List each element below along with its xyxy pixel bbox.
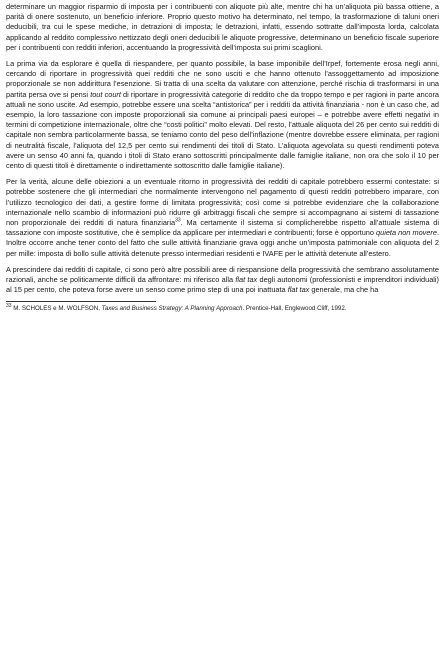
italic-run: quieta non movere — [376, 228, 437, 238]
text-run: Per la verità, alcune delle obiezioni a un eventuale ritorno in progressività dei redditi di capitale potrebbero essermi contestate: si potrebbe sostenere che gli intermediari che normalmente intervengono nel pagamento di questi redditi potrebbero imparare, con l’utilizzo tecnologico dei dati, a gestire forme di limitata progressività; così come si potrebbe evidenziare che la collaborazione internazionale nello scambio di informazioni può ridurre gli arbitraggi fiscali che sempre si accompagnano ai sistemi di tassazione non proporzionale dei redditi di natura finanziaria — [6, 177, 439, 228]
text-run: A prescindere dai redditi di capitale, ci sono però altre possibili aree di riespansione della progressività che sembrano assolutamente razionali, anche se politicamente difficili da affrontare: mi riferisco alla — [6, 264, 439, 285]
italic-run: tout court — [90, 89, 121, 99]
footnote-ref: 33 — [6, 303, 12, 310]
text-run: generale, ma che ha — [309, 285, 379, 295]
footnote-33 — [6, 305, 439, 314]
text-run: determinare un maggior risparmio di imposta per i contribuenti con aliquote più alte, mentre chi ha un’aliquota più bassa ottiene, a parità di onere sostenuto, un beneficio inferiore. Proprio questo motivo ha determinato, nel tempo, la trasformazione di taluni oneri deducibili, tra cui le spese mediche, in detrazioni di imposta; le detrazioni, infatti, essendo sottratte dall’imposta lorda, calcolata applicando al reddito complessivo nettizzato degli oneri deducibili le aliquote progressive, determinano un beneficio fiscale superiore per i contribuenti con redditi inferiori, accentuando la progressività dell’imposta sui primi scaglioni. — [6, 2, 439, 52]
italic-run: flat tax — [235, 275, 258, 285]
italic-run: flat tax — [287, 285, 310, 295]
text-run: di riportare in progressività categorie di reddito che da troppo tempo e per ragioni in parte ancora attuali ne sono uscite. Ad esempio, potrebbe essere una scelta “antistorica” per i redditi da attività finanziaria - non è un caso che, ad esempio, la loro tassazione con imposte proporzionali sia comune ai principali paesi europei – e potrebbe avere effetti negativi in termini di competizione internazionale, oltre che “costi politici” molto elevati. Del resto, l’attuale aliquota del 26 per cento sui redditi di capitale non sembra particolarmente bassa, se teniamo conto del peso dell’inflazione (mentre dovrebbe essere eliminata, per ragioni di neutralità fiscale, l’aliquota del 12,5 per cento sui rendimenti dei titoli di Stato. L’aliquota agevolata su questi rendimenti poteva avere un senso 40 anni fa, quando i titoli di Stato erano sottoscritti principalmente dalle famiglie italiane, non ora che solo il 10 per cento di questi titoli è direttamente o indirettamente sottoscritto dalle famiglie italiane). — [6, 89, 439, 171]
paragraph-3 — [6, 177, 439, 259]
paragraph-2 — [6, 59, 439, 171]
text-run: . Ma certamente il sistema si complicherebbe rispetto all’attuale sistema di tassazione con imposte sostitutive, che è semplice da applicare per intermediari e contribuenti; forse è opportuno — [6, 218, 439, 238]
text-run: M. SCHOLES e M. WOLFSON, — [11, 305, 102, 313]
text-run: La prima via da esplorare è quella di riespandere, per quanto possibile, la base imponibile dell’Irpef, fortemente erosa negli anni, cercando di riportare in progressività quei redditi che ne sono usciti e che hanno ottenuto l’assoggettamento ad imposizione proporzionale se non addirittura l’esenzione. Si tratta di una scelta da valutare con attenzione, perché rischia di trasformarsi in una partita persa ove si pensi — [6, 59, 439, 99]
footnote-divider — [6, 301, 156, 302]
italic-run: Taxes and Business Strategy: A Planning Approach — [101, 305, 243, 313]
paragraph-4 — [6, 265, 439, 296]
footnote-ref: 33 — [175, 217, 181, 224]
text-run: . Prentice-Hall, Englewood Cliff, 1992. — [242, 305, 347, 313]
text-run: degli autonomi (professionisti e imprenditori individuali) al 15 per cento, che poteva forse avere un senso come primo step di una poi inattuata — [6, 275, 439, 295]
paragraph-1 — [6, 2, 439, 53]
text-run: . Inoltre occorre anche tener conto del fatto che sulle attività finanziarie grava oggi anche un’imposta patrimoniale con aliquota del 2 per mille: imposta di bollo sulle attività detenute presso intermediari residenti e IVAFE per le attività detenute all’estero. — [6, 228, 439, 258]
